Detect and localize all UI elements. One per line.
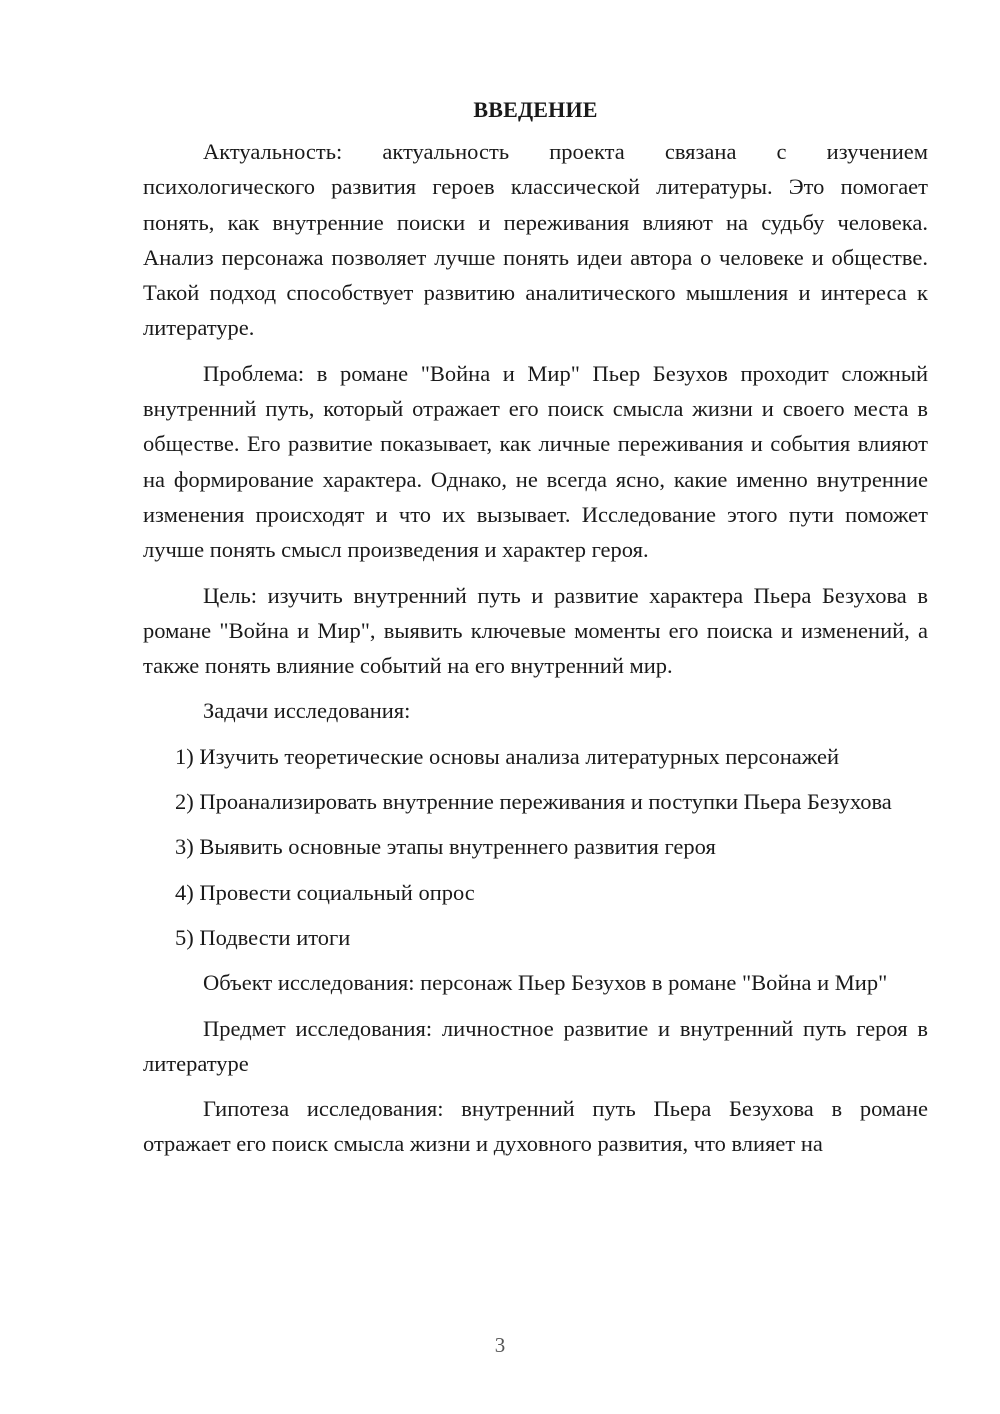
object-paragraph: Объект исследования: персонаж Пьер Безухов в романе "Война и Мир" [203, 970, 888, 996]
tasks-list [143, 739, 928, 955]
task-item-3: 3) Выявить основные этапы внутреннего развития героя [175, 834, 716, 860]
task-item-5: 5) Подвести итоги [175, 924, 351, 950]
problem-paragraph: Проблема: в романе "Война и Мир" Пьер Безухов проходит сложный внутренний путь, который отражает его поиск смысла жизни и своего места в обществе. Его развитие показывает, как личные переживания и события влияют на формирование характера. Однако, не всегда ясно, какие именно внутренние изменения происходят и что их вызывает. Исследование этого пути поможет лучше понять смысл произведения и характер героя. [143, 360, 928, 563]
tasks-intro: Задачи исследования: [203, 698, 411, 724]
section-heading: ВВЕДЕНИЕ [473, 97, 598, 122]
goal-paragraph: Цель: изучить внутренний путь и развитие характера Пьера Безухова в романе "Война и Мир", выявить ключевые моменты его поиска и изменений, а также понять влияние событий на его внутренний мир. [143, 582, 928, 679]
page-number: 3 [494, 1333, 506, 1357]
document-page [143, 96, 928, 1172]
task-item-1: 1) Изучить теоретические основы анализа литературных персонажей [175, 743, 840, 769]
task-item-4: 4) Провести социальный опрос [175, 879, 475, 905]
subject-paragraph: Предмет исследования: личностное развитие и внутренний путь героя в литературе [143, 1015, 928, 1076]
hypothesis-paragraph: Гипотеза исследования: внутренний путь Пьера Безухова в романе отражает его поиск смысла жизни и духовного развития, что влияет на [143, 1096, 928, 1157]
task-item-2: 2) Проанализировать внутренние переживания и поступки Пьера Безухова [175, 789, 892, 815]
relevance-paragraph: Актуальность: актуальность проекта связана с изучением психологического развития героев классической литературы. Это помогает понять, как внутренние поиски и переживания влияют на судьбу человека. Анализ персонажа позволяет лучше понять идеи автора о человеке и обществе. Такой подход способствует развитию аналитического мышления и интереса к литературе. [143, 139, 928, 341]
